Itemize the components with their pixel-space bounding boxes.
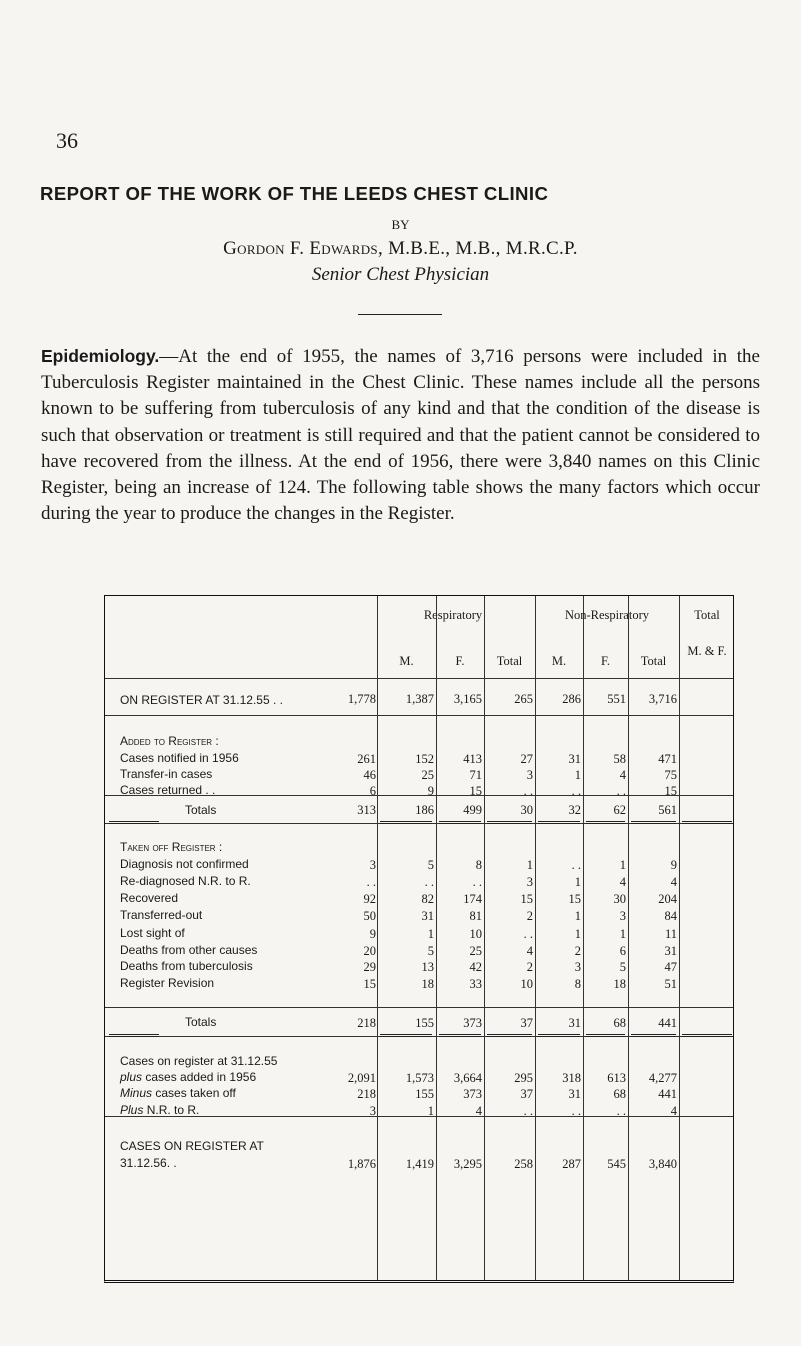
taken-row-cell: 13 (421, 960, 434, 974)
summary-row-cell: . . (616, 1104, 626, 1118)
taken-row-cell: . . (424, 875, 434, 889)
added-row-cell: 9 (427, 784, 434, 798)
total-underline (487, 1034, 532, 1037)
col-divider (583, 596, 584, 1280)
row-label (120, 1086, 236, 1100)
total-underline (439, 1034, 481, 1037)
on-register-cell: 551 (607, 692, 626, 706)
summary-row-cell: 3 (369, 1104, 376, 1118)
summary-row-cell: . . (523, 1104, 533, 1118)
summary-row-cell: 295 (514, 1071, 533, 1085)
on-register-cell: 3,716 (648, 692, 677, 706)
taken-totals-cell: 68 (613, 1016, 626, 1030)
on-register-cell: 1,387 (405, 692, 434, 706)
row-divider (105, 715, 733, 716)
row-label: Register Revision (120, 976, 215, 990)
col-header-total-mf (679, 644, 735, 659)
taken-totals-cell: 155 (415, 1016, 434, 1030)
taken-row-cell: 82 (421, 892, 434, 906)
summary-row-cell: . . (571, 1104, 581, 1118)
epidemiology-paragraph (41, 343, 760, 527)
taken-totals-cell: 37 (520, 1016, 533, 1030)
taken-row-cell: 5 (427, 858, 434, 872)
taken-row-cell: 31 (664, 944, 677, 958)
taken-row-cell: 18 (613, 977, 626, 991)
total-underline (109, 1034, 159, 1037)
taken-row-cell: 1 (619, 927, 626, 941)
final-row-cell: 287 (562, 1157, 581, 1171)
col-header-nonresp-f: F. (600, 654, 611, 668)
row-label: Deaths from other causes (120, 943, 258, 957)
added-row-cell: . . (523, 784, 533, 798)
final-label-line2: 31.12.56. . (120, 1156, 177, 1170)
taken-row-cell: 9 (369, 927, 376, 941)
taken-row-cell: 5 (619, 960, 626, 974)
taken-totals-cell: 373 (463, 1016, 482, 1030)
taken-row-cell: 31 (421, 909, 434, 923)
section-heading: Taken off Register : (120, 840, 223, 854)
added-row-cell: 261 (357, 752, 376, 766)
added-totals-cell: 499 (463, 803, 482, 817)
added-row-cell: 15 (664, 784, 677, 798)
taken-row-cell: 33 (469, 977, 482, 991)
added-row-cell: 6 (369, 784, 376, 798)
taken-row-cell: 3 (369, 858, 376, 872)
section-heading: Cases on register at 31.12.55 (120, 1054, 278, 1068)
total-underline (631, 1034, 676, 1037)
summary-row-cell: 1,573 (405, 1071, 434, 1085)
page-number: 36 (56, 128, 78, 153)
taken-row-cell: 8 (574, 977, 581, 991)
taken-row-cell: 18 (421, 977, 434, 991)
taken-row-cell: 42 (469, 960, 482, 974)
divider (358, 314, 442, 315)
col-divider (377, 596, 378, 1280)
col-divider (679, 596, 680, 1280)
taken-row-cell: 29 (363, 960, 376, 974)
total-underline (586, 1034, 625, 1037)
total-underline (487, 821, 532, 824)
taken-row-cell: . . (571, 858, 581, 872)
summary-row-cell: 37 (520, 1087, 533, 1101)
col-header-resp-m: M. (399, 654, 414, 668)
author-role: Senior Chest Physician (311, 264, 490, 285)
row-label: ON REGISTER AT 31.12.55 . . (120, 693, 283, 707)
added-row-cell: 31 (568, 752, 581, 766)
taken-row-cell: 9 (670, 858, 677, 872)
added-row-cell: 4 (619, 768, 626, 782)
added-row-cell: 15 (469, 784, 482, 798)
on-register-cell: 1,778 (347, 692, 376, 706)
row-label: Transfer-in cases (120, 767, 213, 781)
taken-row-cell: 3 (619, 909, 626, 923)
taken-row-cell: 11 (664, 927, 677, 941)
added-row-cell: 58 (613, 752, 626, 766)
taken-row-cell: 1 (574, 927, 581, 941)
row-label (120, 1103, 199, 1117)
summary-row-cell: 1 (427, 1104, 434, 1118)
taken-totals-cell: 218 (357, 1016, 376, 1030)
register-table (104, 595, 734, 1283)
taken-row-cell: 2 (526, 909, 533, 923)
taken-row-cell: 10 (469, 927, 482, 941)
author-name: Gordon F. Edwards, M.B.E., M.B., M.R.C.P. (223, 238, 578, 259)
report-title: REPORT OF THE WORK OF THE LEEDS CHEST CLINIC (40, 183, 549, 204)
label-emphasis: Minus (120, 1086, 156, 1100)
col-header-resp-f: F. (455, 654, 465, 668)
total-underline (380, 821, 432, 824)
total-underline (682, 1034, 732, 1037)
final-row-cell: 258 (514, 1157, 533, 1171)
summary-row-cell: 3,664 (453, 1071, 482, 1085)
taken-row-cell: 5 (427, 944, 434, 958)
added-row-cell: 152 (415, 752, 434, 766)
taken-row-cell: 92 (363, 892, 376, 906)
row-divider (105, 1007, 733, 1008)
added-totals-cell: 32 (568, 803, 581, 817)
summary-row-cell: 4,277 (648, 1071, 677, 1085)
summary-row-cell: 318 (562, 1071, 581, 1085)
total-underline (380, 1034, 432, 1037)
summary-row-cell: 2,091 (347, 1071, 376, 1085)
label-text: cases added in 1956 (145, 1070, 257, 1084)
row-label: Lost sight of (120, 926, 185, 940)
col-divider (535, 596, 536, 1280)
col-header-total-mf-text: M. & F. (687, 644, 727, 658)
summary-row-cell: 218 (357, 1087, 376, 1101)
label-text: cases taken off (155, 1086, 236, 1100)
added-row-cell: 71 (469, 768, 482, 782)
added-row-cell: 25 (421, 768, 434, 782)
added-row-cell: . . (616, 784, 626, 798)
taken-row-cell: 4 (619, 875, 626, 889)
summary-row-cell: 373 (463, 1087, 482, 1101)
section-heading: Added to Register : (120, 734, 219, 748)
total-underline (439, 821, 481, 824)
taken-row-cell: 47 (664, 960, 677, 974)
taken-row-cell: 3 (526, 875, 533, 889)
taken-totals-cell: 31 (568, 1016, 581, 1030)
taken-row-cell: 81 (469, 909, 482, 923)
row-label: Cases returned . . (120, 783, 216, 797)
totals-label: Totals (185, 803, 217, 817)
on-register-cell: 265 (514, 692, 533, 706)
taken-row-cell: 6 (619, 944, 626, 958)
taken-row-cell: 10 (520, 977, 533, 991)
summary-row-cell: 68 (613, 1087, 626, 1101)
taken-row-cell: 1 (574, 909, 581, 923)
group-header-respiratory: Respiratory (423, 608, 483, 622)
taken-row-cell: 4 (670, 875, 677, 889)
final-row-cell: 3,840 (648, 1157, 677, 1171)
final-label-line1: CASES ON REGISTER AT (120, 1139, 264, 1153)
total-underline (538, 821, 580, 824)
added-row-cell: 46 (363, 768, 376, 782)
taken-totals-cell: 441 (658, 1016, 677, 1030)
total-underline (109, 821, 159, 824)
group-header-non-respiratory: Non-Respiratory (564, 608, 649, 622)
row-label: Cases notified in 1956 (120, 751, 239, 765)
taken-row-cell: 174 (463, 892, 482, 906)
col-header-nonresp-total: Total (640, 654, 667, 668)
taken-row-cell: 2 (574, 944, 581, 958)
taken-row-cell: . . (472, 875, 482, 889)
on-register-cell: 3,165 (453, 692, 482, 706)
added-row-cell: 75 (664, 768, 677, 782)
added-totals-cell: 313 (357, 803, 376, 817)
total-underline (586, 821, 625, 824)
totals-label: Totals (185, 1015, 217, 1029)
added-row-cell: 27 (520, 752, 533, 766)
col-header-resp-total: Total (496, 654, 523, 668)
added-row-cell: . . (571, 784, 581, 798)
row-label: Deaths from tuberculosis (120, 959, 253, 973)
summary-row-cell: 4 (475, 1104, 482, 1118)
taken-row-cell: . . (366, 875, 376, 889)
col-divider (484, 596, 485, 1280)
col-divider (436, 596, 437, 1280)
final-row-cell: 3,295 (453, 1157, 482, 1171)
group-header-total: Total (694, 608, 720, 622)
taken-row-cell: 30 (613, 892, 626, 906)
summary-row-cell: 4 (670, 1104, 677, 1118)
label-emphasis: plus (120, 1070, 146, 1084)
total-underline (538, 1034, 580, 1037)
col-header-nonresp-m: M. (551, 654, 567, 668)
summary-row-cell: 155 (415, 1087, 434, 1101)
added-totals-cell: 186 (415, 803, 434, 817)
taken-row-cell: 1 (526, 858, 533, 872)
paragraph-text: —At the end of 1955, the names of 3,716 persons were included in the Tuberculosis Register maintained in the Chest Clinic. These names include all the persons known to be suffering from tuberculosis of any kind and that the condition of the disease is such that observation or treatment is still required and that the patient cannot be considered to have recovered from the illness. At the end of 1956, there were 3,840 names on this Clinic Register, being an increase of 124. The following table shows the many factors which occur during the year to produce the changes in the Register. (41, 346, 760, 525)
taken-row-cell: 1 (619, 858, 626, 872)
added-totals-cell: 561 (658, 803, 677, 817)
taken-row-cell: . . (523, 927, 533, 941)
total-underline (631, 821, 676, 824)
col-divider (628, 596, 629, 1280)
taken-row-cell: 15 (363, 977, 376, 991)
added-row-cell: 3 (526, 768, 533, 782)
label-text: N.R. to R. (146, 1103, 200, 1117)
taken-row-cell: 50 (363, 909, 376, 923)
taken-row-cell: 20 (363, 944, 376, 958)
taken-row-cell: 3 (574, 960, 581, 974)
total-underline (682, 821, 732, 824)
final-row-cell: 545 (607, 1157, 626, 1171)
summary-row-cell: 441 (658, 1087, 677, 1101)
paragraph-lead: Epidemiology. (41, 346, 160, 366)
taken-row-cell: 25 (469, 944, 482, 958)
row-label: Recovered (120, 891, 179, 905)
final-row-cell: 1,419 (405, 1157, 434, 1171)
added-row-cell: 413 (463, 752, 482, 766)
taken-row-cell: 84 (664, 909, 677, 923)
row-divider (105, 678, 733, 679)
added-row-cell: 1 (574, 768, 581, 782)
byline-by: BY (391, 217, 410, 232)
taken-row-cell: 51 (664, 977, 677, 991)
taken-row-cell: 8 (475, 858, 482, 872)
taken-row-cell: 1 (574, 875, 581, 889)
summary-row-cell: 31 (568, 1087, 581, 1101)
taken-row-cell: 15 (520, 892, 533, 906)
taken-row-cell: 204 (658, 892, 677, 906)
summary-row-cell: 613 (607, 1071, 626, 1085)
row-label: Diagnosis not confirmed (120, 857, 249, 871)
added-totals-cell: 30 (520, 803, 533, 817)
row-label: Re-diagnosed N.R. to R. (120, 874, 251, 888)
final-row-cell: 1,876 (347, 1157, 376, 1171)
on-register-cell: 286 (562, 692, 581, 706)
added-totals-cell: 62 (613, 803, 626, 817)
taken-row-cell: 2 (526, 960, 533, 974)
added-row-cell: 471 (658, 752, 677, 766)
label-emphasis: Plus (120, 1103, 147, 1117)
row-label: Transferred-out (120, 908, 203, 922)
taken-row-cell: 1 (427, 927, 434, 941)
taken-row-cell: 4 (526, 944, 533, 958)
row-label (120, 1070, 256, 1084)
taken-row-cell: 15 (568, 892, 581, 906)
